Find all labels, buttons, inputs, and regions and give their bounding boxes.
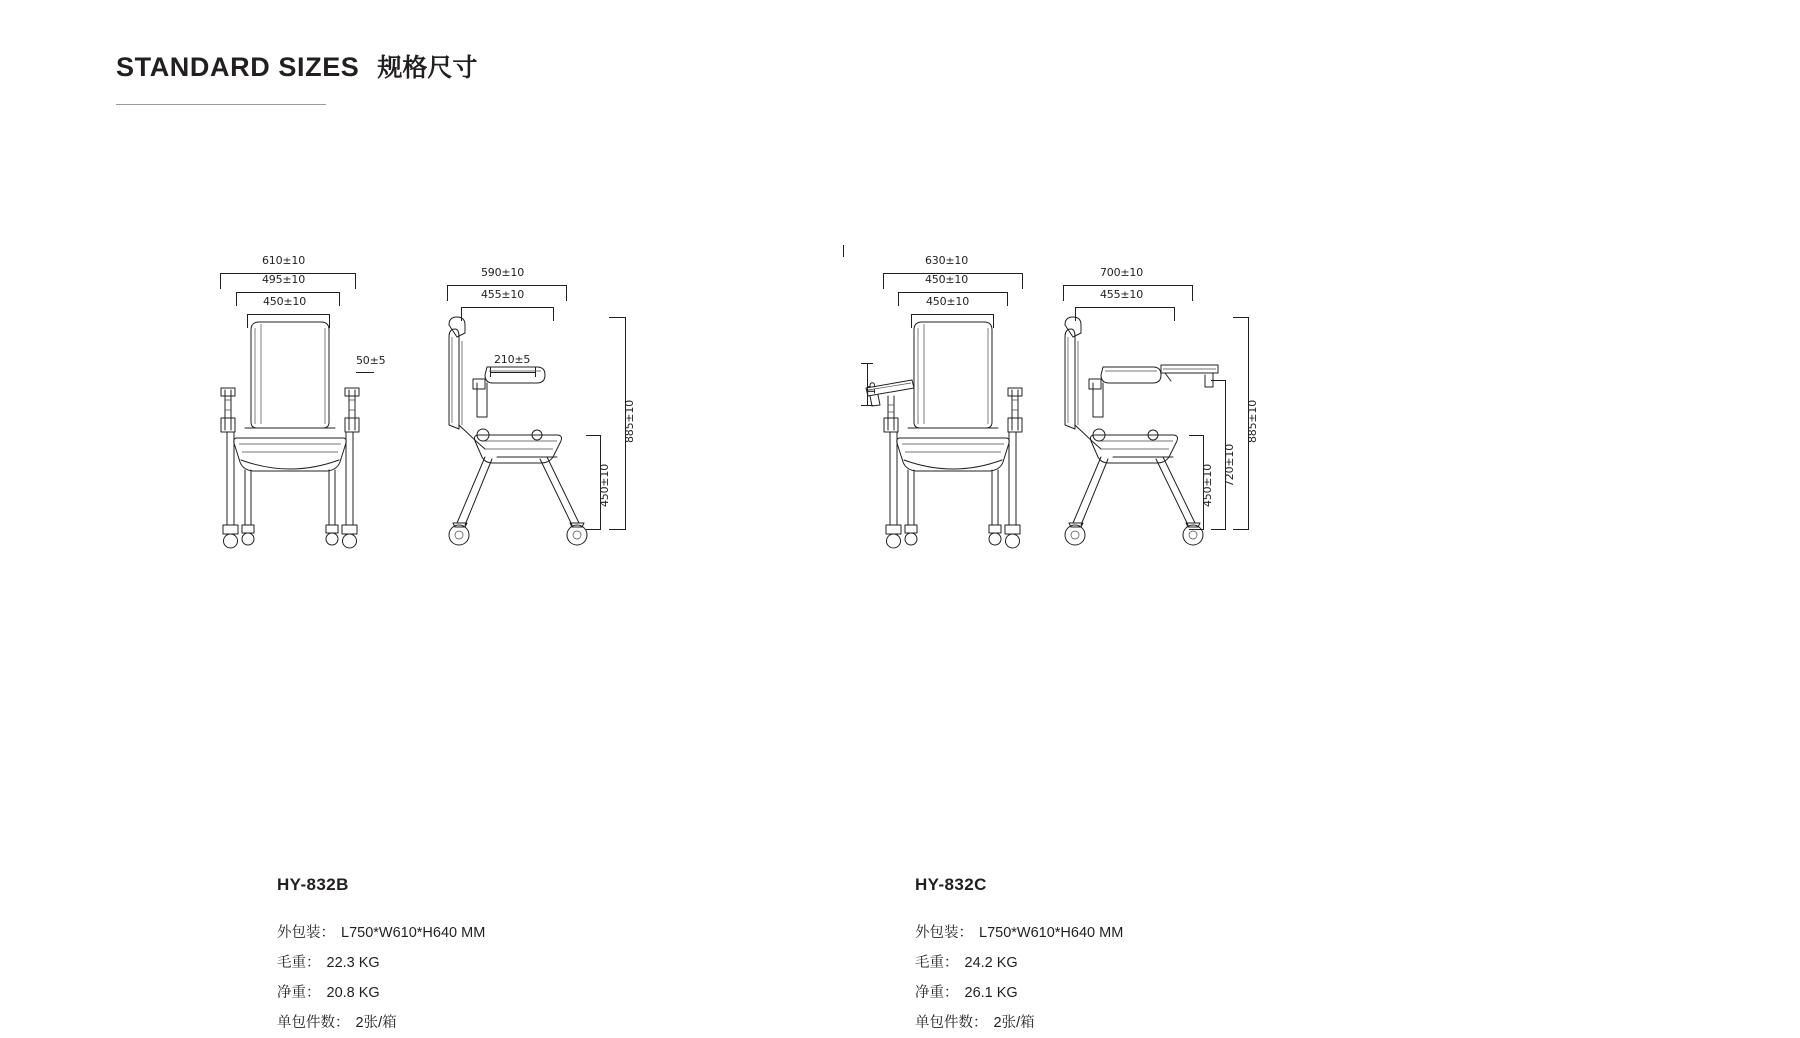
spec-value: 20.8 KG	[326, 985, 380, 1001]
dim-tick	[861, 363, 873, 364]
dim-label-side-arm: 210±5	[494, 353, 531, 366]
dim-tick	[339, 292, 340, 306]
page-header	[116, 48, 477, 84]
spec-row	[915, 978, 1123, 1008]
spec-row	[277, 918, 485, 948]
dim-tick	[236, 292, 237, 306]
dim-tick	[447, 285, 448, 301]
spec-value: 24.2 KG	[964, 955, 1018, 971]
dim-label-front-mid: 495±10	[262, 273, 306, 286]
spec-label: 毛重：	[277, 955, 321, 971]
dim-label-side-height-total: 885±10	[623, 399, 636, 443]
spec-row	[915, 948, 1123, 978]
dim-tick	[355, 273, 356, 289]
page-title-en: STANDARD SIZES	[116, 52, 360, 82]
dim-tick	[220, 273, 221, 289]
dim-label-front-mid: 450±10	[925, 273, 969, 286]
dim-line-front-mid	[236, 292, 340, 293]
dim-label-side-top: 700±10	[1100, 266, 1144, 279]
dim-line-front-mid	[898, 292, 1008, 293]
dim-tick	[1063, 285, 1064, 301]
dim-tick	[1192, 285, 1193, 301]
dim-line-side-top	[1063, 285, 1193, 286]
spec-label: 净重：	[915, 985, 959, 1001]
dim-tick	[566, 285, 567, 301]
spec-value: 26.1 KG	[964, 985, 1018, 1001]
spec-row	[277, 948, 485, 978]
dim-label-front-inner: 450±10	[263, 295, 307, 308]
dim-label-side-top: 590±10	[481, 266, 525, 279]
dim-label-front-top: 630±10	[925, 254, 969, 267]
chair-side-view-drawing	[437, 307, 617, 587]
spec-value: 2张/箱	[993, 1015, 1035, 1031]
drawing-area-hy832c	[853, 255, 1453, 585]
dim-label-side-mid: 455±10	[1100, 288, 1144, 301]
product-block-hy832b	[215, 254, 815, 1031]
spec-value: 22.3 KG	[326, 955, 380, 971]
spec-label: 外包装：	[277, 925, 335, 941]
dim-label-front-inner: 450±10	[926, 295, 970, 308]
chair-front-view-drawing	[878, 310, 1058, 590]
product-block-hy832c	[853, 254, 1453, 1031]
spec-value: L750*W610*H640 MM	[341, 925, 486, 941]
spec-value: 2张/箱	[355, 1015, 397, 1031]
drawing-area-hy832b	[215, 255, 815, 585]
dim-label-front-top: 610±10	[262, 254, 306, 267]
dim-label-front-small: 15	[865, 381, 878, 395]
dim-mark	[843, 245, 844, 257]
spec-label: 单包件数：	[915, 1015, 988, 1031]
dim-tick	[1022, 273, 1023, 289]
dim-tick	[1007, 292, 1008, 306]
dim-label-side-height-tablet: 720±10	[1223, 443, 1236, 487]
spec-value: L750*W610*H640 MM	[979, 925, 1124, 941]
header-divider	[116, 104, 326, 105]
spec-row	[277, 978, 485, 1008]
page-title-cn: 规格尺寸	[377, 54, 478, 82]
chair-side-view-drawing	[1053, 307, 1243, 587]
model-name: HY-832C	[915, 875, 987, 894]
specs-list	[915, 918, 1123, 1038]
spec-label: 外包装：	[915, 925, 973, 941]
dim-label-front-small: 50±5	[356, 354, 386, 367]
dim-label-side-mid: 455±10	[481, 288, 525, 301]
dim-label-side-height-seat: 450±10	[1201, 463, 1214, 507]
dim-line-side-top	[447, 285, 567, 286]
spec-label: 毛重：	[915, 955, 959, 971]
model-name: HY-832B	[277, 875, 349, 894]
spec-label: 净重：	[277, 985, 321, 1001]
chair-front-view-drawing	[215, 310, 395, 590]
dim-tick	[898, 292, 899, 306]
dim-label-side-height-seat: 450±10	[598, 463, 611, 507]
dim-tick	[861, 405, 873, 406]
dim-label-side-height-total: 885±10	[1246, 399, 1259, 443]
dim-tick	[883, 273, 884, 289]
spec-row	[915, 918, 1123, 948]
specs-list	[277, 918, 485, 1038]
spec-label: 单包件数：	[277, 1015, 350, 1031]
